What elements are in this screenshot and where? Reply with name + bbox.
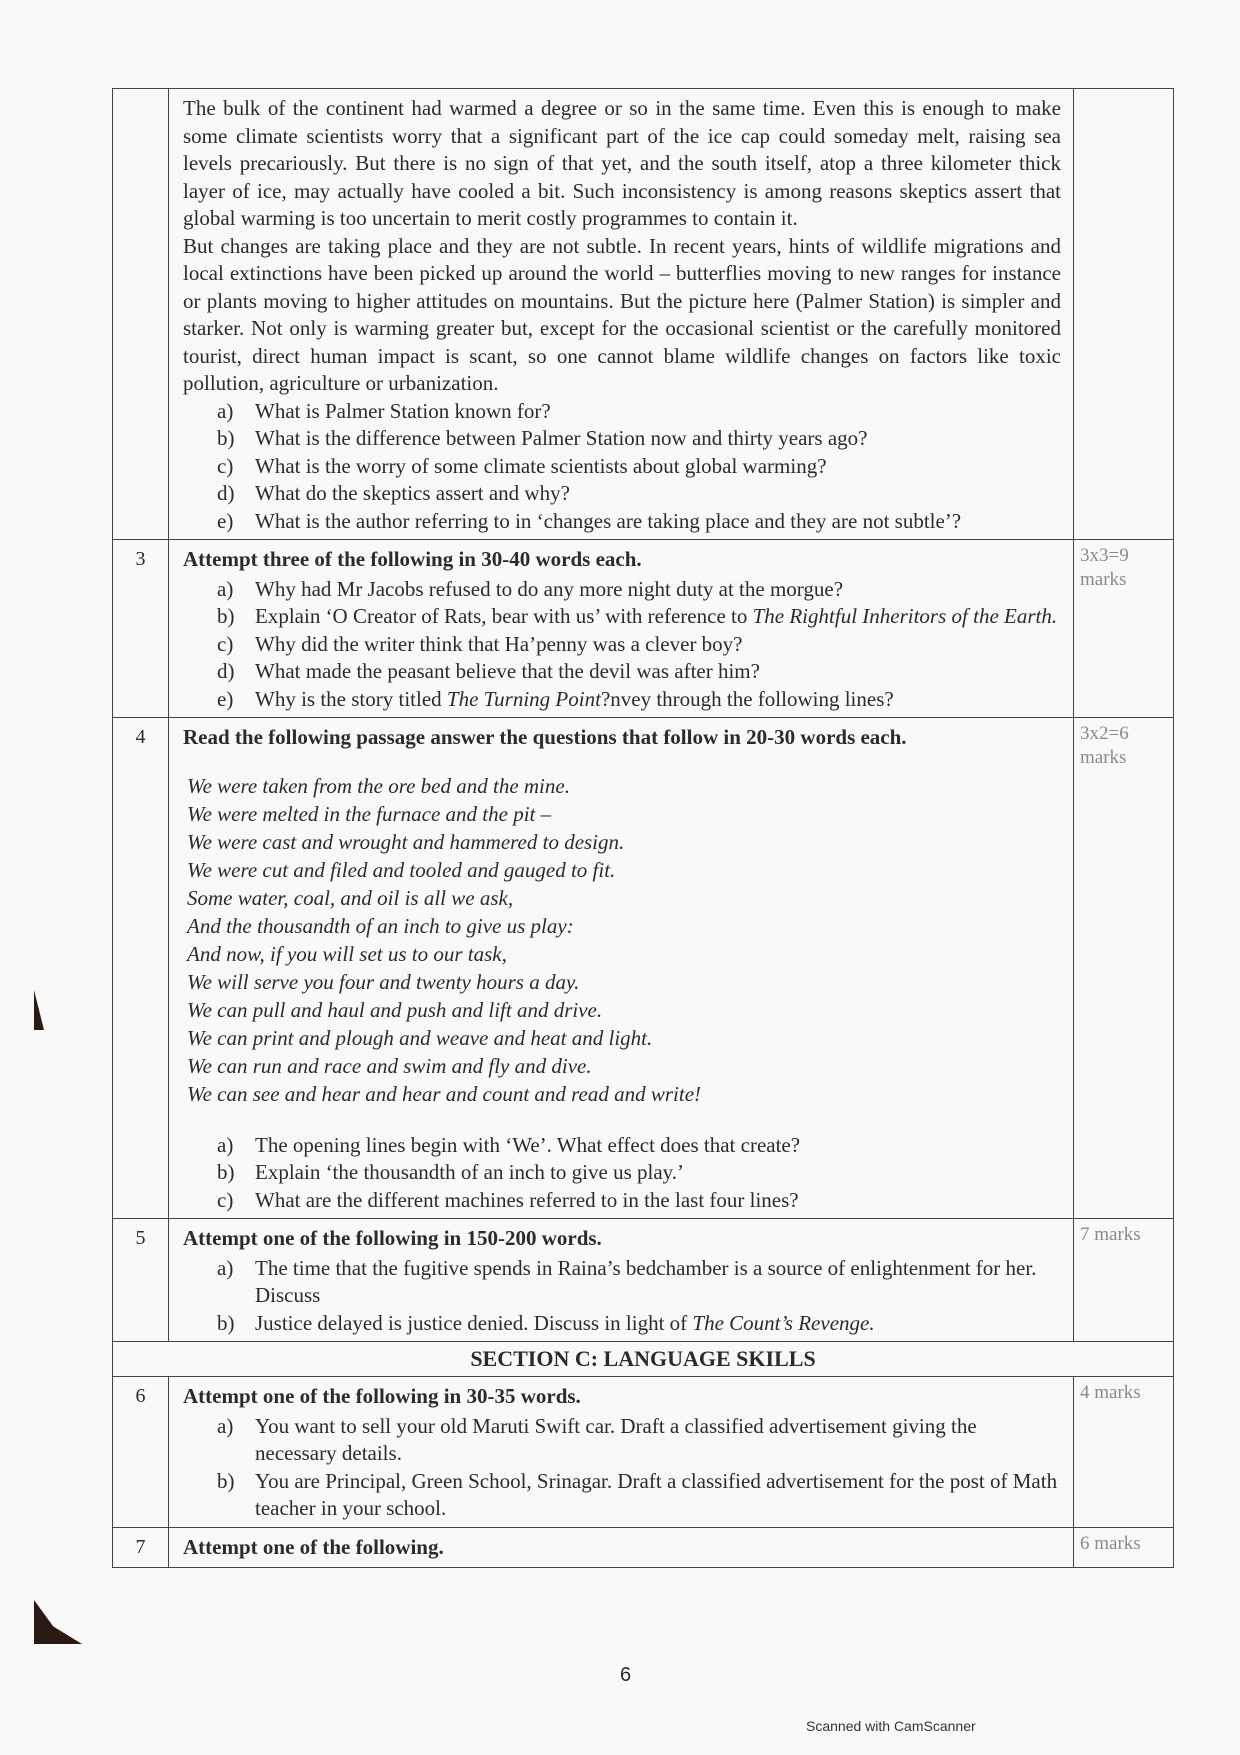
question-5-row <box>113 1219 1174 1342</box>
question-number: 7 <box>113 1527 169 1568</box>
question-item: c) Why did the writer think that Ha’penny was a clever boy? <box>217 631 743 656</box>
scanner-watermark: Scanned with CamScanner <box>806 1718 976 1734</box>
poem-line: We were taken from the ore bed and the mine. <box>187 773 570 798</box>
poem-line: We can run and race and swim and fly and dive. <box>187 1053 592 1078</box>
poem-line: We can see and hear and hear and count and read and write! <box>187 1081 702 1106</box>
question-number-cell <box>113 89 169 540</box>
passage-question: d) What do the skeptics assert and why? <box>217 481 570 505</box>
question-7-body <box>169 1527 1074 1568</box>
question-6-body <box>169 1377 1074 1528</box>
poem-line: We were melted in the furnace and the pit – <box>187 801 552 826</box>
passage-question-list <box>183 398 1061 536</box>
poem-line: And now, if you will set us to our task, <box>187 941 507 966</box>
scan-edge-mark-bottom-left <box>34 1600 82 1644</box>
question-number: 5 <box>113 1219 169 1342</box>
question-5-items <box>183 1255 1061 1338</box>
passage-question: c) What is the worry of some climate scientists about global warming? <box>217 453 827 478</box>
marks-label: 4 marks <box>1074 1377 1174 1528</box>
passage-paragraph-2: But changes are taking place and they are not subtle. In recent years, hints of wildlife migrations and local extinctions have been picked up around the world – butterflies moving to new ranges for instance or plants moving to higher attitudes on mountains. But the picture here (Palmer Station) is simpler and starker. Not only is warming greater but, except for the occasional scientist or the carefully monitored tourist, direct human impact is scant, so one cannot blame wildlife changes on factors like toxic pollution, agriculture or urbanization. <box>183 233 1061 395</box>
question-item: b) You are Principal, Green School, Srinagar. Draft a classified advertisement for the post of Math teacher in your school. <box>217 1468 1058 1520</box>
question-item: e) Why is the story titled The Turning Point?nvey through the following lines? <box>217 686 894 711</box>
question-item: b) Explain ‘O Creator of Rats, bear with us’ with reference to The Rightful Inheritors of the Earth. <box>217 604 1058 628</box>
question-table <box>112 88 1174 1568</box>
work-title: The Count’s Revenge. <box>692 1310 875 1335</box>
poem-line: Some water, coal, and oil is all we ask, <box>187 885 514 910</box>
question-6-row <box>113 1377 1174 1528</box>
question-4-row <box>113 718 1174 1219</box>
poem-line: And the thousandth of an inch to give us play: <box>187 913 574 938</box>
question-5-body <box>169 1219 1074 1342</box>
marks-label: 7 marks <box>1074 1219 1174 1342</box>
question-instruction: Attempt three of the following in 30-40 words each. <box>183 547 642 571</box>
marks-cell <box>1074 89 1174 540</box>
marks-label: 3x2=6 marks <box>1074 718 1174 1219</box>
poem-line: We were cut and filed and tooled and gauged to fit. <box>187 857 616 882</box>
section-c-row <box>113 1342 1174 1377</box>
poem-line: We will serve you four and twenty hours a day. <box>187 969 580 994</box>
page-number: 6 <box>620 1664 632 1686</box>
question-6-items <box>183 1413 1061 1523</box>
question-number: 4 <box>113 718 169 1219</box>
question-item: a) The opening lines begin with ‘We’. What effect does that create? <box>217 1132 801 1157</box>
question-number: 6 <box>113 1377 169 1528</box>
question-item: d) What made the peasant believe that the devil was after him? <box>217 659 760 683</box>
poem-line: We can pull and haul and push and lift and drive. <box>187 997 603 1022</box>
question-item: a) Why had Mr Jacobs refused to do any more night duty at the morgue? <box>217 576 844 601</box>
question-3-row <box>113 540 1174 718</box>
passage-paragraph-1: The bulk of the continent had warmed a degree or so in the same time. Even this is enough to make some climate scientists worry that a significant part of the ice cap could someday melt, raising sea levels precariously. But there is no sign of that yet, and the south itself, atop a three kilometer thick layer of ice, may actually have cooled a bit. Such inconsistency is among reasons skeptics assert that global warming is too uncertain to merit costly programmes to contain it. <box>183 96 1061 230</box>
question-number: 3 <box>113 540 169 718</box>
question-4-body <box>169 718 1074 1219</box>
question-3-items <box>183 576 1061 714</box>
poem-line: We can print and plough and weave and heat and light. <box>187 1025 653 1050</box>
question-3-body <box>169 540 1074 718</box>
passage-question: a) What is Palmer Station known for? <box>217 398 551 423</box>
exam-page <box>112 88 1174 1568</box>
question-item: c) What are the different machines referred to in the last four lines? <box>217 1187 799 1212</box>
question-instruction: Attempt one of the following in 30-35 words. <box>183 1384 581 1408</box>
question-item: a) The time that the fugitive spends in Raina’s bedchamber is a source of enlightenment for her. Discuss <box>217 1255 1037 1307</box>
passage-row <box>113 89 1174 540</box>
work-title: The Turning Point <box>446 686 601 711</box>
question-instruction: Read the following passage answer the questions that follow in 20-30 words each. <box>183 725 907 749</box>
section-heading: SECTION C: LANGUAGE SKILLS <box>113 1342 1174 1377</box>
question-item: b) Justice delayed is justice denied. Discuss in light of The Count’s Revenge. <box>217 1310 875 1335</box>
poem <box>187 772 1061 1108</box>
passage-question: b) What is the difference between Palmer Station now and thirty years ago? <box>217 426 868 450</box>
question-instruction: Attempt one of the following. <box>183 1534 444 1559</box>
passage-question: e) What is the author referring to in ‘changes are taking place and they are not subtle’? <box>217 508 962 533</box>
marks-label: 3x3=9 marks <box>1074 540 1174 718</box>
work-title: The Rightful Inheritors of the Earth. <box>752 604 1058 628</box>
poem-line: We were cast and wrought and hammered to design. <box>187 829 625 854</box>
question-item: b) Explain ‘the thousandth of an inch to give us play.’ <box>217 1160 685 1184</box>
passage-body <box>169 89 1074 540</box>
question-7-row <box>113 1527 1174 1568</box>
scan-edge-mark-left <box>34 990 44 1030</box>
question-4-items <box>183 1132 1061 1215</box>
question-item: a) You want to sell your old Maruti Swift car. Draft a classified advertisement giving the necessary details. <box>217 1413 977 1465</box>
question-instruction: Attempt one of the following in 150-200 words. <box>183 1226 602 1250</box>
marks-label: 6 marks <box>1074 1527 1174 1568</box>
